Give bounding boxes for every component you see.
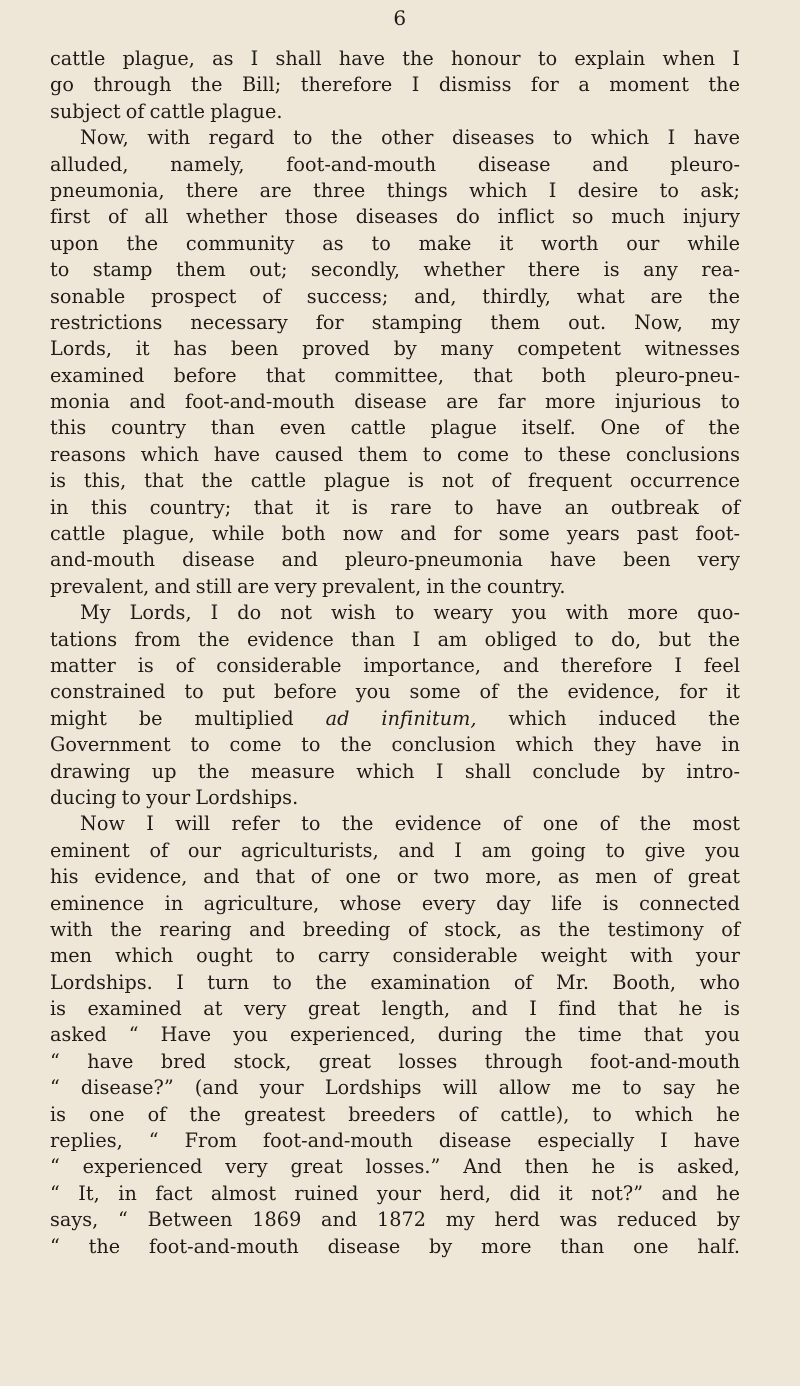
text-line: with the rearing and breeding of stock, as the testimony of [50, 917, 740, 941]
text-line: asked “ Have you experienced, during the time that you [50, 1023, 740, 1047]
text-line: constrained to put before you some of the evidence, for it [50, 680, 740, 704]
text-line: Now, with regard to the other diseases to which I have [80, 126, 740, 150]
text-line: “ disease?” (and your Lordships will allow me to say he [50, 1076, 740, 1100]
text-line: this country than even cattle plague itself. One of the [50, 416, 740, 440]
text-line: matter is of considerable importance, and therefore I feel [50, 653, 740, 677]
text-line: says, “ Between 1869 and 1872 my herd was reduced by [50, 1208, 740, 1232]
text-line: eminent of our agriculturists, and I am going to give you [50, 838, 740, 862]
text-line: upon the community as to make it worth our while [50, 231, 740, 255]
text-line: and-mouth disease and pleuro-pneumonia have been very [50, 548, 740, 572]
text-line: eminence in agriculture, whose every day life is connected [50, 891, 740, 915]
text-line: is one of the greatest breeders of cattle), to which he [50, 1102, 740, 1126]
text-line: Lordships. I turn to the examination of Mr. Booth, who [50, 970, 740, 994]
italic-phrase: ad infinitum, [325, 706, 477, 730]
text-line: cattle plague, as I shall have the honour to explain when I [50, 47, 740, 70]
text-line: alluded, namely, foot-and-mouth disease and pleuro- [50, 152, 740, 176]
text-line: cattle plague, while both now and for some years past foot- [50, 522, 740, 546]
text-line: tations from the evidence than I am obliged to do, but the [50, 627, 740, 651]
body-text [50, 46, 740, 1260]
text-line: My Lords, I do not wish to weary you with more quo- [80, 601, 740, 625]
text-line: “ the foot-and-mouth disease by more than one half. [50, 1234, 740, 1258]
text-line: his evidence, and that of one or two more, as men of great [50, 865, 740, 889]
text-line: is this, that the cattle plague is not of frequent occurrence [50, 469, 740, 493]
text-line: “ It, in fact almost ruined your herd, did it not?” and he [50, 1181, 740, 1205]
page-number: 6 [393, 6, 407, 30]
text-line: “ have bred stock, great losses through foot-and-mouth [50, 1049, 740, 1073]
text-line: prevalent, and still are very prevalent, in the country. [50, 574, 566, 598]
text-run: might be multiplied [50, 706, 326, 730]
text-line: drawing up the measure which I shall conclude by intro- [50, 759, 740, 783]
text-line: reasons which have caused them to come to these conclusions [50, 442, 740, 466]
text-line: replies, “ From foot-and-mouth disease especially I have [50, 1129, 740, 1153]
text-line: monia and foot-and-mouth disease are far more injurious to [50, 390, 740, 414]
text-line: sonable prospect of success; and, thirdly, what are the [50, 284, 740, 308]
text-line: ducing to your Lordships. [50, 785, 299, 809]
text-line: in this country; that it is rare to have an outbreak of [50, 495, 740, 519]
text-line: restrictions necessary for stamping them out. Now, my [50, 310, 740, 334]
text-line: men which ought to carry considerable weight with your [50, 944, 740, 968]
text-line: Government to come to the conclusion which they have in [50, 733, 740, 757]
text-line: Lords, it has been proved by many competent witnesses [50, 337, 740, 361]
text-line: is examined at very great length, and I find that he is [50, 997, 740, 1021]
text-line [50, 706, 740, 732]
text-line: Now I will refer to the evidence of one of the most [80, 812, 740, 836]
text-line: “ experienced very great losses.” And then he is asked, [50, 1155, 740, 1179]
text-line: subject of cattle plague. [50, 99, 283, 123]
text-run: which induced the [476, 706, 740, 730]
text-line: to stamp them out; secondly, whether there is any rea- [50, 258, 740, 282]
text-line: go through the Bill; therefore I dismiss for a moment the [50, 73, 740, 97]
text-line: pneumonia, there are three things which I desire to ask; [50, 178, 740, 202]
text-line: first of all whether those diseases do inflict so much injury [50, 205, 740, 229]
text-line: examined before that committee, that both pleuro-pneu- [50, 363, 740, 387]
